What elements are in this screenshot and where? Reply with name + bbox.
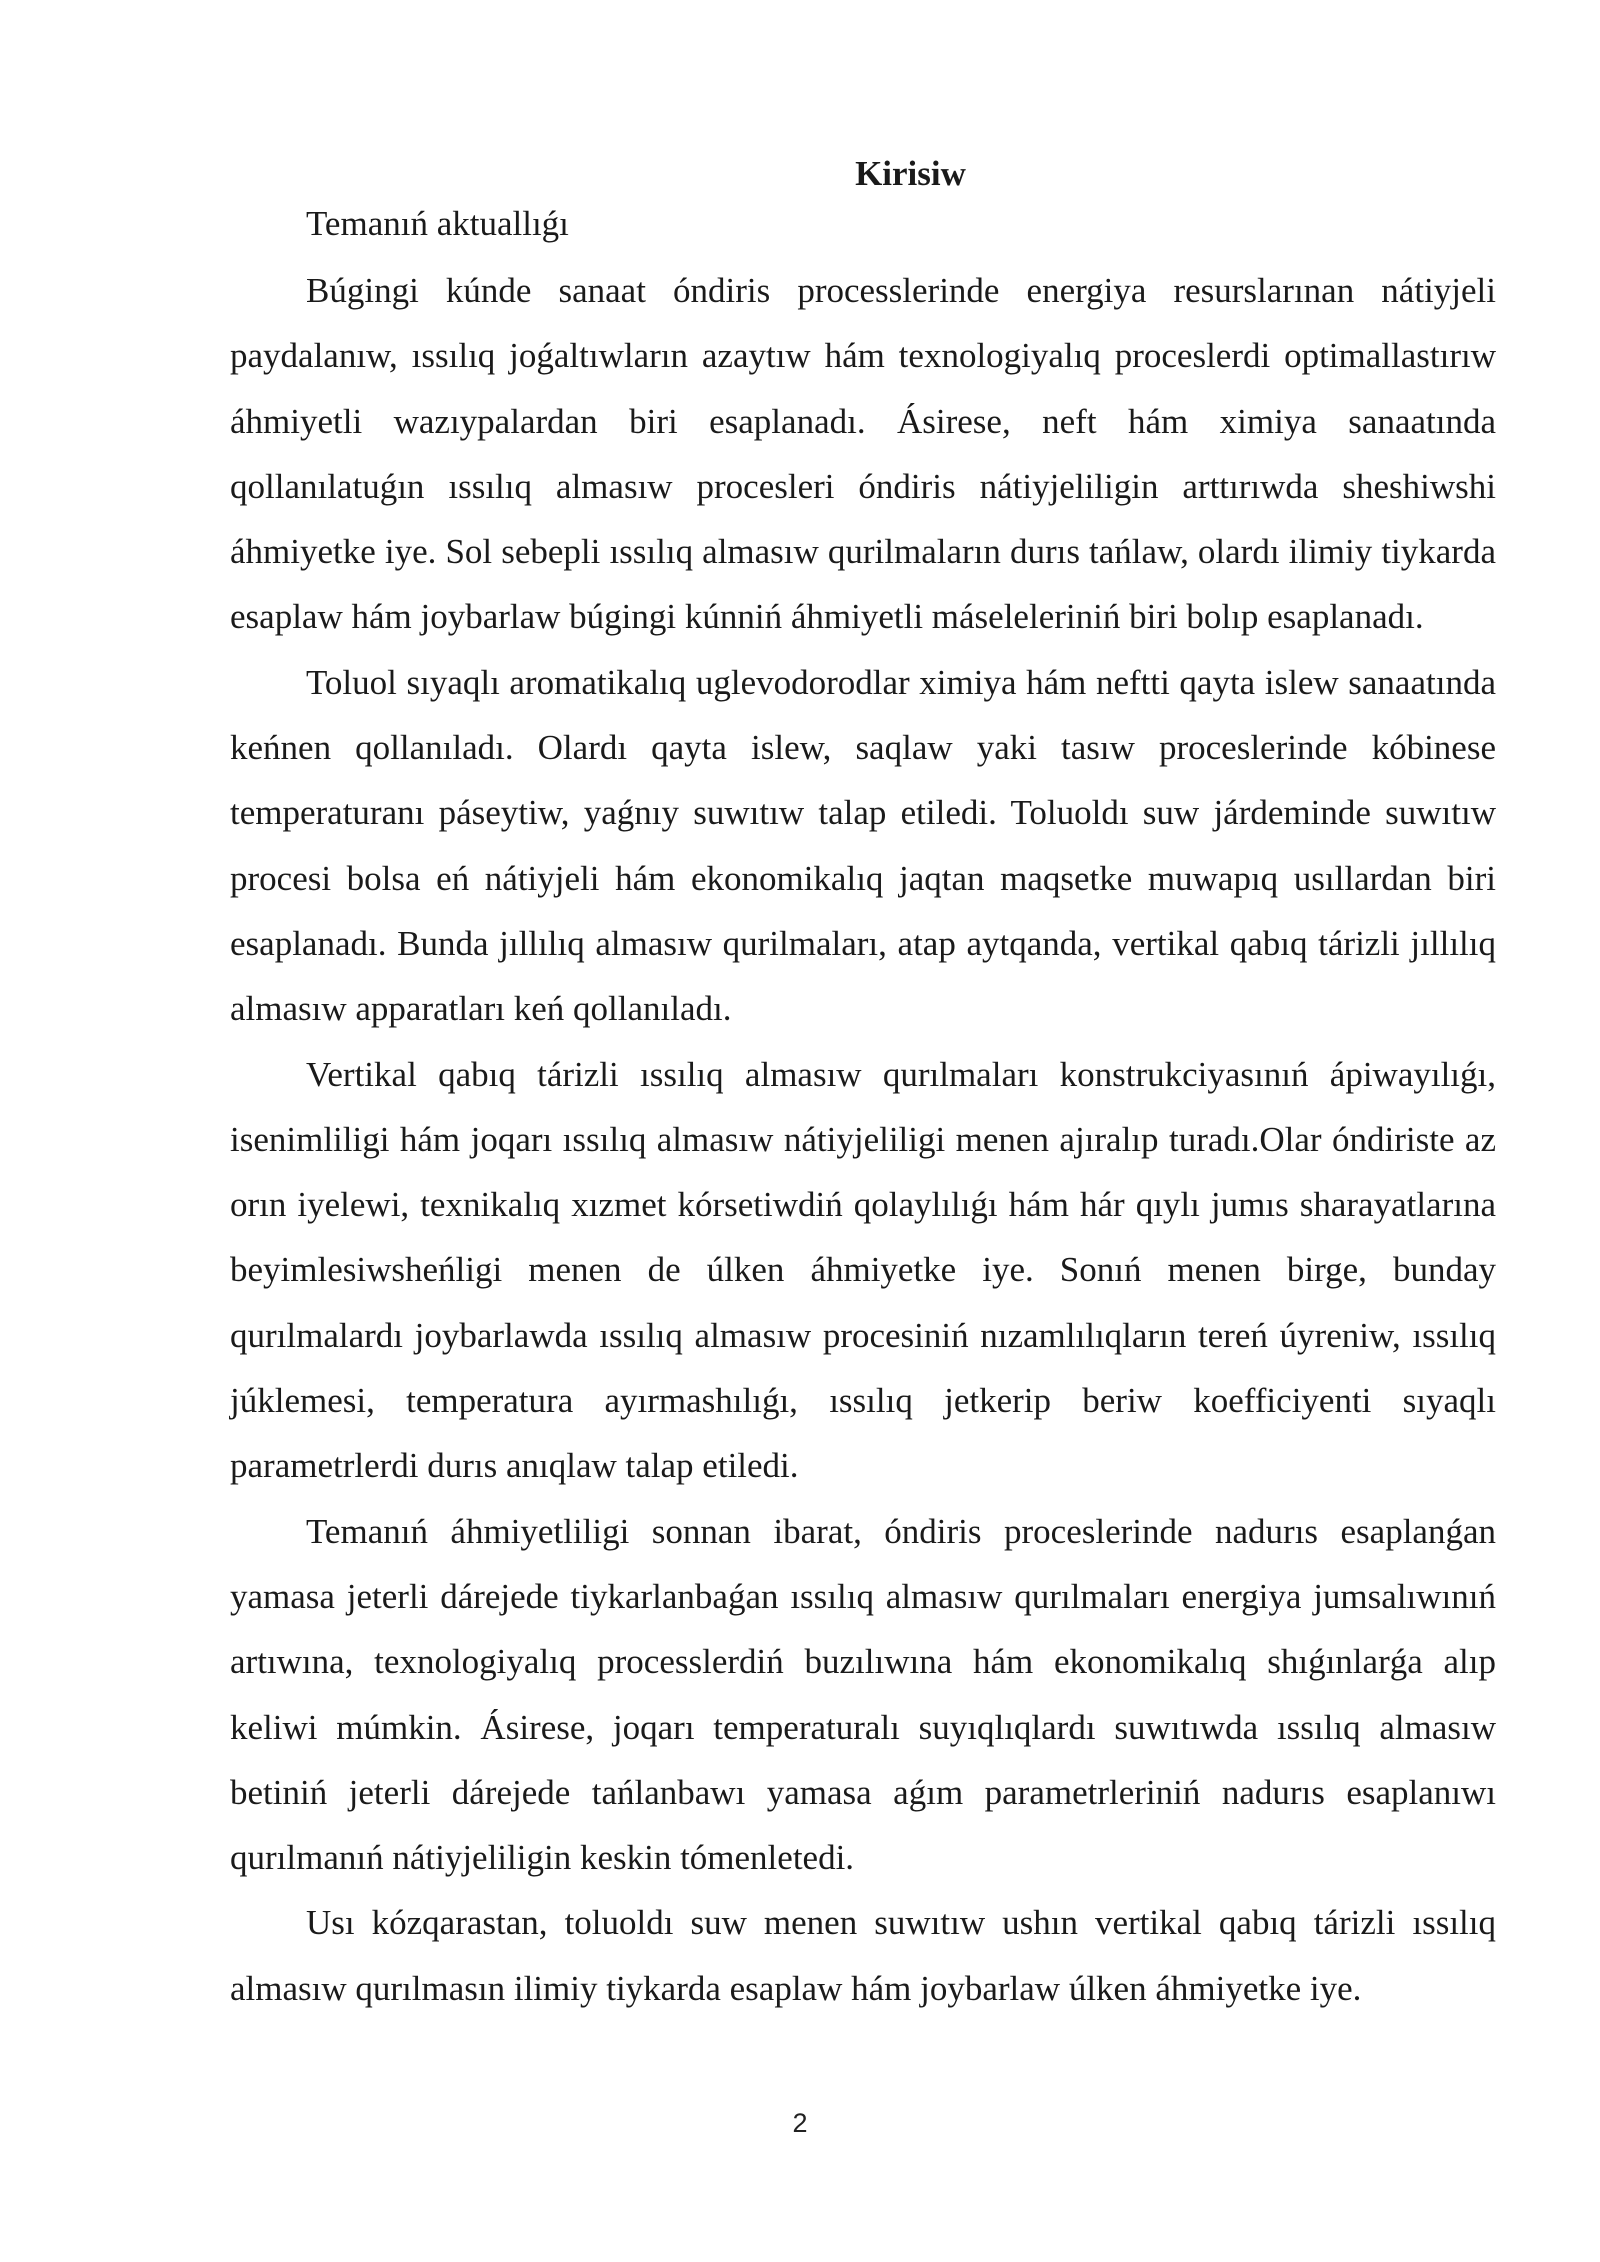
paragraph-3: Vertikal qabıq tárizli ıssılıq almasıw qurılmaları konstrukciyasınıń ápiwayılıǵı, isenimliligi hám joqarı ıssılıq almasıw nátiyjeliligi menen ajıralıp turadı.Olar óndiriste az orın iyelewi, texnikalıq xızmet kórsetiwdiń qolaylılıǵı hám hár qıylı jumıs sharayatlarına beyimlesiwsheńligi menen de úlken áhmiyetke iye. Sonıń menen birge, bunday qurılmalardı joybarlawda ıssılıq almasıw procesiniń nızamlılıqların tereń úyreniw, ıssılıq júklemesi, temperatura ayırmashılıǵı, ıssılıq jetkerip beriw koefficiyenti sıyaqlı parametrlerdi durıs anıqlaw talap etiledi. — [230, 1054, 1496, 1486]
page-content — [230, 150, 1496, 2021]
page-title: Kirisiw — [855, 154, 966, 193]
page-number: 2 — [792, 2108, 808, 2138]
paragraph-4: Temanıń áhmiyetliligi sonnan ibarat, óndiris proceslerinde nadurıs esaplanǵan yamasa jeterli dárejede tiykarlanbaǵan ıssılıq almasıw qurılmaları energiya jumsalıwınıń artıwına, texnologiyalıq processlerdiń buzılıwına hám ekonomikalıq shıǵınlarǵa alıp keliwi múmkin. Ásirese, joqarı temperaturalı suyıqlıqlardı suwıtıwda ıssılıq almasıw betiniń jeterli dárejede tańlanbawı yamasa aǵım parametrleriniń nadurıs esaplanıwı qurılmanıń nátiyjeliligin keskin tómenletedi. — [230, 1511, 1496, 1878]
paragraph-5: Usı kózqarastan, toluoldı suw menen suwıtıw ushın vertikal qabıq tárizli ıssılıq almasıw qurılmasın ilimiy tiykarda esaplaw hám joybarlaw úlken áhmiyetke iye. — [230, 1903, 1496, 2008]
section-heading: Temanıń aktuallıǵı — [306, 204, 569, 243]
paragraph-1: Búgingi kúnde sanaat óndiris processlerinde energiya resurslarınan nátiyjeli paydalanıw, ıssılıq joǵaltıwların azaytıw hám texnologiyalıq proceslerdi optimallastırıw áhmiyetli wazıypalardan biri esaplanadı. Ásirese, neft hám ximiya sanaatında qollanılatuǵın ıssılıq almasıw procesleri óndiris nátiyjeliligin arttırıwda sheshiwshi áhmiyetke iye. Sol sebepli ıssılıq almasıw qurilmaların durıs tańlaw, olardı ilimiy tiykarda esaplaw hám joybarlaw búgingi kúnniń áhmiyetli máseleleriniń biri bolıp esaplanadı. — [230, 271, 1496, 637]
paragraph-2: Toluol sıyaqlı aromatikalıq uglevodorodlar ximiya hám neftti qayta islew sanaatında keńnen qollanıladı. Olardı qayta islew, saqlaw yaki tasıw proceslerinde kóbinese temperaturanı páseytiw, yaǵnıy suwıtıw talap etiledi. Toluoldı suw járdeminde suwıtıw procesi bolsa eń nátiyjeli hám ekonomikalıq jaqtan maqsetke muwapıq usıllardan biri esaplanadı. Bunda jıllılıq almasıw qurilmaları, atap aytqanda, vertikal qabıq tárizli jıllılıq almasıw apparatları keń qollanıladı. — [230, 662, 1496, 1029]
